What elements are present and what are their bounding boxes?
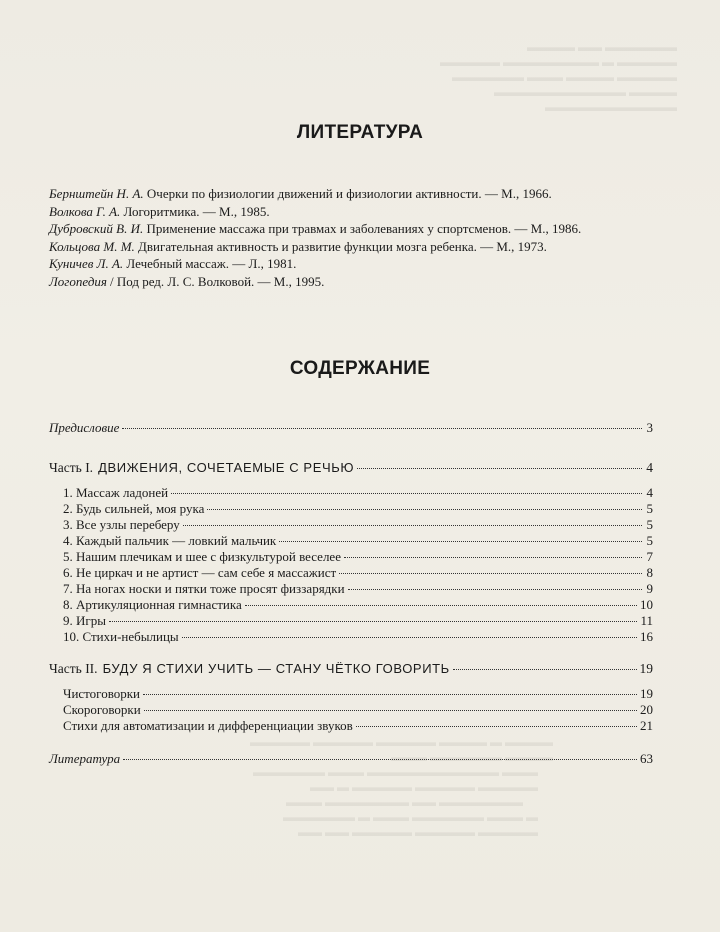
toc-page-number: 10 xyxy=(640,597,653,612)
dot-leader xyxy=(339,573,642,574)
toc-entry-preface xyxy=(49,420,653,436)
toc-entry xyxy=(63,702,653,718)
toc-entry xyxy=(63,501,653,517)
toc-page-number: 8 xyxy=(646,565,653,580)
entry-text: Лечебный массаж. — Л., 1981. xyxy=(126,256,297,272)
literature-heading: ЛИТЕРАТУРА xyxy=(296,122,424,143)
toc-entry-part-2 xyxy=(49,661,653,677)
toc-label: 7. На ногах носки и пятки тоже просят физзарядки xyxy=(63,581,345,596)
toc-label: ДВИЖЕНИЯ, СОЧЕТАЕМЫЕ С РЕЧЬЮ xyxy=(98,460,355,475)
bibliography-entry xyxy=(49,238,679,256)
toc-entry xyxy=(63,597,653,613)
toc-entry xyxy=(63,517,653,533)
toc-entry xyxy=(63,629,653,645)
entry-text: / Под ред. Л. С. Волковой. — М., 1995. xyxy=(109,273,325,289)
toc-page-number: 5 xyxy=(646,533,653,548)
toc-label: 5. Нашим плечикам и шее с физкультурой веселее xyxy=(63,549,341,564)
part-prefix: Часть II. xyxy=(49,661,98,676)
toc-page-number: 19 xyxy=(640,686,653,701)
reverse-side-show-through: ▬▬▬▬ ▬ ▬▬▬▬ ▬▬▬▬▬ ▬▬▬▬▬ ▬▬▬▬▬ ▬▬▬▬ ▬▬▬▬▬▬ ▬▬▬ ▬▬▬ ▬▬▬▬▬▬▬▬▬▬▬ ▬▬▬ ▬▬▬▬▬▬ ▬▬▬▬▬ ▬▬▬▬▬ ▬▬▬▬▬ ▬ ▬▬ ▬▬▬▬▬▬▬ ▬▬ ▬▬▬▬▬▬▬ ▬▬▬ ▬ ▬▬▬ ▬▬▬▬▬▬ ▬▬▬ ▬ ▬▬▬▬▬▬ ▬▬▬▬▬ ▬▬▬▬▬ ▬▬▬▬▬ ▬▬ ▬▬ xyxy=(250,735,553,839)
bibliography-list xyxy=(49,185,679,291)
toc-entry xyxy=(63,485,653,501)
dot-leader xyxy=(357,468,642,469)
dot-leader xyxy=(144,710,637,711)
bibliography-entry xyxy=(49,273,679,291)
toc-label: Литература xyxy=(49,751,121,766)
entry-author: Кольцова М. М. xyxy=(49,238,135,254)
dot-leader xyxy=(143,694,637,695)
toc-label: 1. Массаж ладоней xyxy=(63,485,169,500)
bibliography-entry xyxy=(49,185,679,203)
dot-leader xyxy=(344,557,642,558)
dot-leader xyxy=(122,428,642,429)
toc-label: 6. Не циркач и не артист — сам себе я массажист xyxy=(63,565,337,580)
dot-leader xyxy=(453,669,637,670)
toc-label: Стихи для автоматизации и дифференциации звуков xyxy=(63,718,353,733)
dot-leader xyxy=(109,621,638,622)
dot-leader xyxy=(245,605,637,606)
dot-leader xyxy=(356,726,637,727)
dot-leader xyxy=(207,509,642,510)
toc-label: 9. Игры xyxy=(63,613,106,628)
toc-label: 4. Каждый пальчик — ловкий мальчик xyxy=(63,533,277,548)
entry-text: Логоритмика. — М., 1985. xyxy=(123,203,270,219)
bibliography-entry xyxy=(49,255,679,273)
toc-page-number: 11 xyxy=(640,613,653,628)
dot-leader xyxy=(279,541,642,542)
toc-label: Скороговорки xyxy=(63,702,141,717)
toc-page-number: 7 xyxy=(646,549,653,564)
toc-page-number: 16 xyxy=(640,629,653,644)
toc-entry xyxy=(63,533,653,549)
contents-heading: СОДЕРЖАНИЕ xyxy=(289,358,431,379)
toc-entry xyxy=(63,581,653,597)
toc-label: Предисловие xyxy=(49,420,120,435)
dot-leader xyxy=(182,637,637,638)
dot-leader xyxy=(348,589,642,590)
toc-entry xyxy=(63,549,653,565)
toc-entry xyxy=(63,565,653,581)
toc-entry xyxy=(63,686,653,702)
toc-page-number: 20 xyxy=(640,702,653,717)
part-prefix: Часть I. xyxy=(49,460,94,475)
toc-page-number: 21 xyxy=(640,718,653,733)
entry-author: Дубровский В. И. xyxy=(49,221,144,237)
toc-label: 10. Стихи-небылицы xyxy=(63,629,179,644)
toc-label: 3. Все узлы переберу xyxy=(63,517,180,532)
toc-page-number: 4 xyxy=(646,485,653,500)
toc-page-number: 3 xyxy=(646,420,653,435)
toc-page-number: 9 xyxy=(646,581,653,596)
entry-author: Куничев Л. А. xyxy=(49,256,124,272)
entry-author: Волкова Г. А. xyxy=(49,203,121,219)
toc-entry xyxy=(63,613,653,629)
entry-author: Логопедия xyxy=(49,273,107,289)
toc-page-number: 5 xyxy=(646,501,653,516)
toc-entry-part-1 xyxy=(49,460,653,476)
dot-leader xyxy=(183,525,642,526)
toc-page-number: 5 xyxy=(646,517,653,532)
toc-label: 2. Будь сильней, моя рука xyxy=(63,501,205,516)
toc-page-number: 63 xyxy=(640,751,653,766)
entry-text: Применение массажа при травмах и заболеваниях у спортсменов. — М., 1986. xyxy=(146,221,582,237)
bibliography-entry xyxy=(49,203,679,221)
toc-label: 8. Артикуляционная гимнастика xyxy=(63,597,242,612)
reverse-side-show-through: ▬▬▬▬▬▬ ▬▬ ▬▬▬▬ ▬▬▬▬▬ ▬ ▬▬▬▬▬▬▬▬ ▬▬▬▬▬ ▬▬▬▬▬ ▬▬▬▬ ▬▬▬ ▬▬▬▬▬▬ ▬▬▬▬ ▬▬▬▬▬▬▬▬▬▬▬ ▬▬▬▬▬▬▬▬▬▬▬ xyxy=(440,40,677,114)
entry-text: Двигательная активность и развитие функции мозга ребенка. — М., 1973. xyxy=(138,238,547,254)
toc-page-number: 19 xyxy=(639,661,653,676)
entry-text: Очерки по физиологии движений и физиологии активности. — М., 1966. xyxy=(146,186,552,201)
toc-entry xyxy=(63,718,653,734)
toc-page-number: 4 xyxy=(646,460,653,475)
entry-author: Бернштейн Н. А. xyxy=(49,186,144,201)
bibliography-entry xyxy=(49,220,679,238)
toc-label: БУДУ Я СТИХИ УЧИТЬ — СТАНУ ЧЁТКО ГОВОРИТЬ xyxy=(102,661,450,676)
dot-leader xyxy=(171,493,642,494)
toc-label: Чистоговорки xyxy=(63,686,141,701)
